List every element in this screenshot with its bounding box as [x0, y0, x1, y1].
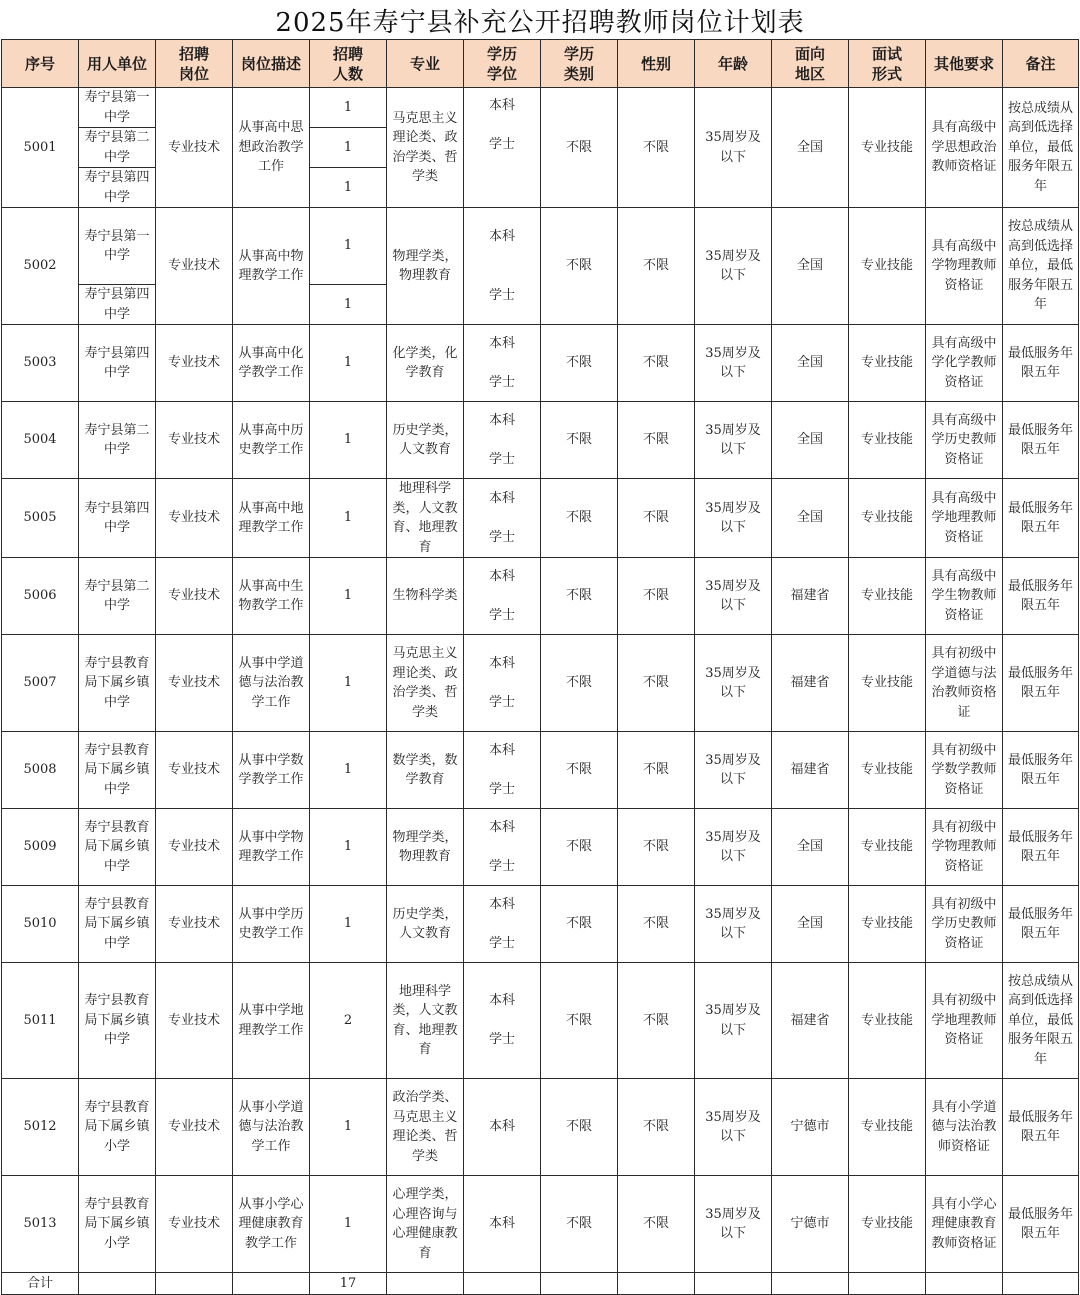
description-cell: 从事中学物理教学工作	[233, 809, 310, 886]
degree-cell: 本科	[464, 1176, 541, 1273]
table-row	[2, 479, 1079, 558]
description-cell: 从事中学地理教学工作	[233, 963, 310, 1079]
region-cell: 全国	[772, 208, 849, 325]
post-cell: 专业技术	[156, 963, 233, 1079]
description-cell: 从事高中生物教学工作	[233, 558, 310, 635]
job-id: 5011	[2, 963, 79, 1079]
note-cell: 最低服务年限五年	[1003, 809, 1079, 886]
age-cell: 35周岁及以下	[695, 88, 772, 208]
age-cell: 35周岁及以下	[695, 479, 772, 558]
job-id: 5012	[2, 1079, 79, 1176]
description-cell: 从事中学历史教学工作	[233, 886, 310, 963]
region-cell: 全国	[772, 402, 849, 479]
job-id: 5006	[2, 558, 79, 635]
note-cell: 最低服务年限五年	[1003, 325, 1079, 402]
count-cell: 1	[310, 325, 387, 402]
degree-cell: 本科 学士	[464, 325, 541, 402]
region-cell: 全国	[772, 809, 849, 886]
age-cell: 35周岁及以下	[695, 402, 772, 479]
header-cell: 年龄	[695, 40, 772, 88]
region-cell: 福建省	[772, 732, 849, 809]
major-cell: 心理学类，心理咨询与心理健康教育	[387, 1176, 464, 1273]
count-cell: 1	[310, 285, 387, 325]
edu-type-cell: 不限	[541, 88, 618, 208]
employer-cell: 寿宁县教育局下属乡镇中学	[79, 886, 156, 963]
interview-cell: 专业技能	[849, 402, 926, 479]
employer-cell: 寿宁县第四中学	[79, 168, 156, 208]
total-row	[2, 1273, 1079, 1295]
interview-cell: 专业技能	[849, 479, 926, 558]
count-cell: 1	[310, 1176, 387, 1273]
interview-cell: 专业技能	[849, 963, 926, 1079]
header-cell: 用人单位	[79, 40, 156, 88]
description-cell: 从事中学道德与法治教学工作	[233, 635, 310, 732]
edu-type-cell: 不限	[541, 479, 618, 558]
header-cell: 序号	[2, 40, 79, 88]
page-title: 2025年寿宁县补充公开招聘教师岗位计划表	[275, 7, 805, 38]
degree-cell: 本科 学士	[464, 402, 541, 479]
count-cell: 1	[310, 809, 387, 886]
table-row	[2, 809, 1079, 886]
note-cell: 按总成绩从高到低选择单位，最低服务年限五年	[1003, 88, 1079, 208]
job-id: 5002	[2, 208, 79, 325]
note-cell: 最低服务年限五年	[1003, 635, 1079, 732]
requirement-cell: 具有高级中学生物教师资格证	[926, 558, 1003, 635]
description-cell: 从事高中化学教学工作	[233, 325, 310, 402]
interview-cell: 专业技能	[849, 809, 926, 886]
major-cell: 历史学类，人文教育	[387, 402, 464, 479]
edu-type-cell: 不限	[541, 208, 618, 325]
count-cell: 1	[310, 1079, 387, 1176]
edu-type-cell: 不限	[541, 809, 618, 886]
region-cell: 全国	[772, 88, 849, 208]
gender-cell: 不限	[618, 325, 695, 402]
description-cell: 从事小学道德与法治教学工作	[233, 1079, 310, 1176]
major-cell: 生物科学类	[387, 558, 464, 635]
gender-cell: 不限	[618, 1176, 695, 1273]
count-cell: 1	[310, 88, 387, 128]
major-cell: 马克思主义理论类、政治学类、哲学类	[387, 88, 464, 208]
count-cell: 1	[310, 732, 387, 809]
degree-cell: 本科 学士	[464, 88, 541, 208]
post-cell: 专业技术	[156, 1079, 233, 1176]
requirement-cell: 具有初级中学道德与法治教师资格证	[926, 635, 1003, 732]
age-cell: 35周岁及以下	[695, 1079, 772, 1176]
post-cell: 专业技术	[156, 325, 233, 402]
post-cell: 专业技术	[156, 88, 233, 208]
age-cell: 35周岁及以下	[695, 635, 772, 732]
note-cell: 最低服务年限五年	[1003, 479, 1079, 558]
degree-cell: 本科 学士	[464, 635, 541, 732]
edu-type-cell: 不限	[541, 732, 618, 809]
gender-cell: 不限	[618, 1079, 695, 1176]
count-cell: 1	[310, 168, 387, 208]
job-id: 5007	[2, 635, 79, 732]
note-cell: 按总成绩从高到低选择单位，最低服务年限五年	[1003, 208, 1079, 325]
major-cell: 地理科学类，人文教育、地理教育	[387, 963, 464, 1079]
interview-cell: 专业技能	[849, 886, 926, 963]
degree-cell: 本科 学士	[464, 208, 541, 325]
interview-cell: 专业技能	[849, 88, 926, 208]
interview-cell: 专业技能	[849, 558, 926, 635]
header-cell: 其他要求	[926, 40, 1003, 88]
degree-cell: 本科 学士	[464, 963, 541, 1079]
description-cell: 从事中学数学教学工作	[233, 732, 310, 809]
gender-cell: 不限	[618, 732, 695, 809]
header-cell: 招聘岗位	[156, 40, 233, 88]
header-cell: 岗位描述	[233, 40, 310, 88]
header-row	[2, 40, 1079, 88]
gender-cell: 不限	[618, 635, 695, 732]
region-cell: 宁德市	[772, 1176, 849, 1273]
major-cell: 马克思主义理论类、政治学类、哲学类	[387, 635, 464, 732]
job-id: 5001	[2, 88, 79, 208]
count-cell: 1	[310, 479, 387, 558]
age-cell: 35周岁及以下	[695, 886, 772, 963]
employer-cell: 寿宁县教育局下属乡镇中学	[79, 635, 156, 732]
note-cell: 最低服务年限五年	[1003, 886, 1079, 963]
requirement-cell: 具有高级中学思想政治教师资格证	[926, 88, 1003, 208]
header-cell: 专业	[387, 40, 464, 88]
table-row	[2, 402, 1079, 479]
interview-cell: 专业技能	[849, 208, 926, 325]
region-cell: 福建省	[772, 963, 849, 1079]
header-cell: 面试形式	[849, 40, 926, 88]
gender-cell: 不限	[618, 402, 695, 479]
header-cell: 招聘人数	[310, 40, 387, 88]
employer-cell: 寿宁县第四中学	[79, 479, 156, 558]
requirement-cell: 具有小学心理健康教育教师资格证	[926, 1176, 1003, 1273]
degree-cell: 本科 学士	[464, 809, 541, 886]
post-cell: 专业技术	[156, 558, 233, 635]
gender-cell: 不限	[618, 88, 695, 208]
gender-cell: 不限	[618, 558, 695, 635]
table-row	[2, 325, 1079, 402]
header-cell: 面向地区	[772, 40, 849, 88]
table-row	[2, 732, 1079, 809]
recruitment-table	[1, 39, 1079, 1295]
age-cell: 35周岁及以下	[695, 732, 772, 809]
count-cell: 2	[310, 963, 387, 1079]
requirement-cell: 具有高级中学化学教师资格证	[926, 325, 1003, 402]
region-cell: 全国	[772, 886, 849, 963]
interview-cell: 专业技能	[849, 1176, 926, 1273]
post-cell: 专业技术	[156, 809, 233, 886]
description-cell: 从事高中思想政治教学工作	[233, 88, 310, 208]
edu-type-cell: 不限	[541, 402, 618, 479]
region-cell: 福建省	[772, 558, 849, 635]
employer-cell: 寿宁县第一中学	[79, 208, 156, 285]
degree-cell: 本科 学士	[464, 886, 541, 963]
job-id: 5009	[2, 809, 79, 886]
age-cell: 35周岁及以下	[695, 809, 772, 886]
degree-cell: 本科	[464, 1079, 541, 1176]
note-cell: 最低服务年限五年	[1003, 402, 1079, 479]
employer-cell: 寿宁县第二中学	[79, 402, 156, 479]
degree-cell: 本科 学士	[464, 479, 541, 558]
employer-cell: 寿宁县教育局下属乡镇中学	[79, 809, 156, 886]
edu-type-cell: 不限	[541, 558, 618, 635]
note-cell: 最低服务年限五年	[1003, 558, 1079, 635]
header-cell: 学历类别	[541, 40, 618, 88]
job-id: 5003	[2, 325, 79, 402]
age-cell: 35周岁及以下	[695, 558, 772, 635]
employer-cell: 寿宁县第一中学	[79, 88, 156, 128]
job-id: 5005	[2, 479, 79, 558]
table-row	[2, 88, 1079, 128]
age-cell: 35周岁及以下	[695, 963, 772, 1079]
requirement-cell: 具有初级中学物理教师资格证	[926, 809, 1003, 886]
employer-cell: 寿宁县教育局下属乡镇中学	[79, 963, 156, 1079]
post-cell: 专业技术	[156, 402, 233, 479]
interview-cell: 专业技能	[849, 1079, 926, 1176]
employer-cell: 寿宁县教育局下属乡镇小学	[79, 1176, 156, 1273]
table-row	[2, 635, 1079, 732]
requirement-cell: 具有初级中学历史教师资格证	[926, 886, 1003, 963]
post-cell: 专业技术	[156, 886, 233, 963]
edu-type-cell: 不限	[541, 1176, 618, 1273]
post-cell: 专业技术	[156, 732, 233, 809]
note-cell: 最低服务年限五年	[1003, 1176, 1079, 1273]
major-cell: 物理学类，物理教育	[387, 809, 464, 886]
count-cell: 1	[310, 558, 387, 635]
requirement-cell: 具有高级中学历史教师资格证	[926, 402, 1003, 479]
edu-type-cell: 不限	[541, 886, 618, 963]
employer-cell: 寿宁县第四中学	[79, 285, 156, 325]
edu-type-cell: 不限	[541, 1079, 618, 1176]
post-cell: 专业技术	[156, 635, 233, 732]
gender-cell: 不限	[618, 208, 695, 325]
gender-cell: 不限	[618, 809, 695, 886]
major-cell: 历史学类，人文教育	[387, 886, 464, 963]
age-cell: 35周岁及以下	[695, 1176, 772, 1273]
region-cell: 宁德市	[772, 1079, 849, 1176]
table-row	[2, 1176, 1079, 1273]
table-row	[2, 886, 1079, 963]
note-cell: 最低服务年限五年	[1003, 732, 1079, 809]
description-cell: 从事高中历史教学工作	[233, 402, 310, 479]
region-cell: 福建省	[772, 635, 849, 732]
age-cell: 35周岁及以下	[695, 208, 772, 325]
header-cell: 性别	[618, 40, 695, 88]
interview-cell: 专业技能	[849, 325, 926, 402]
job-id: 5010	[2, 886, 79, 963]
gender-cell: 不限	[618, 963, 695, 1079]
description-cell: 从事小学心理健康教育教学工作	[233, 1176, 310, 1273]
table-row	[2, 208, 1079, 285]
degree-cell: 本科 学士	[464, 558, 541, 635]
edu-type-cell: 不限	[541, 635, 618, 732]
region-cell: 全国	[772, 479, 849, 558]
total-count: 17	[310, 1273, 387, 1295]
major-cell: 地理科学类，人文教育、地理教育	[387, 479, 464, 558]
edu-type-cell: 不限	[541, 963, 618, 1079]
count-cell: 1	[310, 402, 387, 479]
requirement-cell: 具有高级中学地理教师资格证	[926, 479, 1003, 558]
requirement-cell: 具有初级中学地理教师资格证	[926, 963, 1003, 1079]
post-cell: 专业技术	[156, 1176, 233, 1273]
count-cell: 1	[310, 128, 387, 168]
total-label: 合计	[2, 1273, 79, 1295]
job-id: 5013	[2, 1176, 79, 1273]
degree-cell: 本科 学士	[464, 732, 541, 809]
post-cell: 专业技术	[156, 479, 233, 558]
note-cell: 按总成绩从高到低选择单位，最低服务年限五年	[1003, 963, 1079, 1079]
employer-cell: 寿宁县教育局下属乡镇小学	[79, 1079, 156, 1176]
interview-cell: 专业技能	[849, 635, 926, 732]
gender-cell: 不限	[618, 479, 695, 558]
major-cell: 数学类，数学教育	[387, 732, 464, 809]
employer-cell: 寿宁县教育局下属乡镇中学	[79, 732, 156, 809]
description-cell: 从事高中地理教学工作	[233, 479, 310, 558]
major-cell: 政治学类、马克思主义理论类、哲学类	[387, 1079, 464, 1176]
header-cell: 学历学位	[464, 40, 541, 88]
description-cell: 从事高中物理教学工作	[233, 208, 310, 325]
major-cell: 物理学类，物理教育	[387, 208, 464, 325]
table-row	[2, 963, 1079, 1079]
count-cell: 1	[310, 208, 387, 285]
note-cell: 最低服务年限五年	[1003, 1079, 1079, 1176]
requirement-cell: 具有高级中学物理教师资格证	[926, 208, 1003, 325]
age-cell: 35周岁及以下	[695, 325, 772, 402]
region-cell: 全国	[772, 325, 849, 402]
job-id: 5004	[2, 402, 79, 479]
requirement-cell: 具有初级中学数学教师资格证	[926, 732, 1003, 809]
requirement-cell: 具有小学道德与法治教师资格证	[926, 1079, 1003, 1176]
job-id: 5008	[2, 732, 79, 809]
count-cell: 1	[310, 635, 387, 732]
interview-cell: 专业技能	[849, 732, 926, 809]
post-cell: 专业技术	[156, 208, 233, 325]
employer-cell: 寿宁县第二中学	[79, 128, 156, 168]
employer-cell: 寿宁县第二中学	[79, 558, 156, 635]
major-cell: 化学类，化学教育	[387, 325, 464, 402]
count-cell: 1	[310, 886, 387, 963]
table-row	[2, 558, 1079, 635]
employer-cell: 寿宁县第四中学	[79, 325, 156, 402]
table-row	[2, 1079, 1079, 1176]
gender-cell: 不限	[618, 886, 695, 963]
edu-type-cell: 不限	[541, 325, 618, 402]
header-cell: 备注	[1003, 40, 1079, 88]
